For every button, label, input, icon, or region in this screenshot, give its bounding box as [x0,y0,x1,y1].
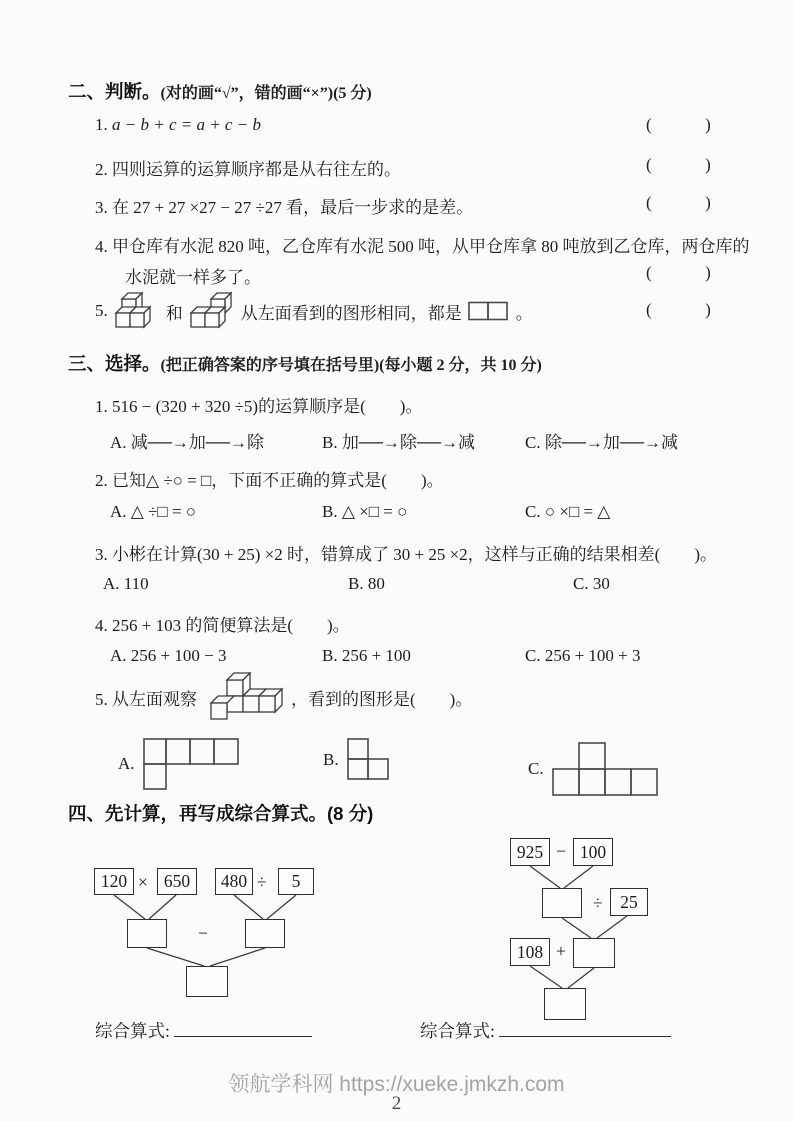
choice-q5-option-c [528,742,662,796]
judge-item-3-answer-slot: ( ) [646,193,712,212]
section3-note: (把正确答案的序号填在括号里)(每小题 2 分，共 10 分) [160,357,542,374]
choice-q5-stem-pre: 5. 从左面观察 [95,689,197,709]
choice-q5-option-b [323,738,391,782]
choice-q1-option-c: C. 除──→加──→减 [525,433,679,452]
judge-item-2: 2. 四则运算的运算顺序都是从右往左的。 [95,160,401,179]
tree-right-mid-box-2 [573,938,615,968]
tree-right-value-25: 25 [610,888,648,916]
tree-left-value-650: 650 [157,868,197,895]
section3-title: 三、选择。 [68,353,161,374]
choice-q1-option-a: A. 减──→加──→除 [110,433,264,452]
formula-left-blank [174,1021,312,1037]
choice-q5-option-a [118,738,239,790]
choice-q3-option-b: B. 80 [348,574,385,593]
tree-right-value-100: 100 [573,838,613,866]
tree-left-mid-box-1 [127,919,167,948]
computation-tree-left [88,855,328,1005]
formula-left-label: 综合算式: [95,1021,170,1041]
section2-title: 二、判断。 [68,81,161,102]
judge-item-5-period: 。 [515,303,533,323]
choice-q5 [95,668,472,726]
tree-left-value-120: 120 [94,868,134,895]
judge-item-5-and: 和 [165,303,183,323]
judge-item-1-no: 1. [95,115,108,134]
tree-right-mid-box-1 [542,888,582,918]
section3-header [68,350,542,376]
choice-q5-option-b-label: B. [323,750,339,769]
page-number: 2 [391,1093,402,1114]
choice-q5-option-a-label: A. [118,754,135,773]
choice-q2-option-a: A. △ ÷□ = ○ [110,502,197,521]
judge-item-4-answer-slot: ( ) [646,263,712,282]
choice-q4: 4. 256 + 103 的简便算法是( )。 [95,616,350,635]
section2-header [68,78,372,104]
choice-q5-option-b-shape [347,738,391,782]
choice-q2-option-c: C. ○ ×□ = △ [525,502,611,521]
tree-left-value-480: 480 [215,868,253,895]
tree-right-op-divide: ÷ [593,893,603,913]
choice-q5-stem-post: ，看到的图形是( )。 [291,689,473,709]
choice-q4-option-a: A. 256 + 100 − 3 [110,646,227,665]
formula-right-blank [499,1021,671,1037]
cube-figure-right-top-icon [189,291,235,331]
tree-left-op-multiply: × [138,872,148,892]
judge-item-2-answer-slot: ( ) [646,155,712,174]
tree-right-value-925: 925 [510,838,550,866]
judge-item-5-text: 从左面看到的图形相同，都是 [240,303,462,323]
tree-left-op-divide: ÷ [257,872,267,892]
choice-q5-option-a-shape [143,738,239,790]
tree-right-op-minus: − [556,841,566,861]
judge-item-5-answer-slot: ( ) [646,300,712,319]
judge-item-5-no: 5. [95,301,108,320]
choice-q4-option-c: C. 256 + 100 + 3 [525,646,641,665]
choice-q3-option-a: A. 110 [103,574,149,593]
judge-item-5 [95,288,533,334]
judge-item-4-line2: 水泥就一样多了。 [125,268,261,287]
judge-item-4-line1: 4. 甲仓库有水泥 820 吨，乙仓库有水泥 500 吨，从甲仓库拿 80 吨放到乙仓库，两仓库的 [95,237,750,256]
tree-right-op-plus: + [556,941,566,961]
section2-note: (对的画“√”，错的画“×”)(5 分) [160,85,372,102]
tree-left-op-minus: − [198,923,208,943]
formula-left [95,1018,312,1043]
choice-q4-option-b: B. 256 + 100 [322,646,411,665]
judge-item-1 [95,115,261,135]
choice-q1: 1. 516 − (320 + 320 ÷5)的运算顺序是( )。 [95,397,423,416]
judge-item-1-formula: a − b + c = a + c − b [112,115,261,134]
tree-left-mid-box-2 [245,919,285,948]
five-cube-figure-icon [203,672,285,722]
tree-right-result-box [544,988,586,1020]
cube-figure-left-top-icon [114,291,160,331]
section4-title: 四、先计算，再写成综合算式。(8 分) [68,803,374,824]
formula-right [420,1018,671,1043]
two-square-answer-shape [468,301,510,322]
tree-left-result-box [186,966,228,997]
tree-left-value-5: 5 [278,868,314,895]
judge-item-1-answer-slot: ( ) [646,115,712,134]
choice-q3: 3. 小彬在计算(30 + 25) ×2 时，错算成了 30 + 25 ×2，这样与正确的结果相差( )。 [95,545,717,564]
tree-right-value-108: 108 [510,938,550,966]
choice-q1-option-b: B. 加──→除──→减 [322,433,476,452]
formula-right-label: 综合算式: [420,1021,495,1041]
choice-q2-option-b: B. △ ×□ = ○ [322,502,408,521]
choice-q3-option-c: C. 30 [573,574,610,593]
choice-q2: 2. 已知△ ÷○ = □，下面不正确的算式是( )。 [95,471,444,490]
choice-q5-option-c-shape [552,742,662,796]
computation-tree-right [498,824,723,1024]
judge-item-3: 3. 在 27 + 27 ×27 − 27 ÷27 看，最后一步求的是差。 [95,198,474,217]
site-watermark: 领航学科网 https://xueke.jmkzh.com [228,1073,565,1096]
choice-q5-option-c-label: C. [528,759,544,778]
